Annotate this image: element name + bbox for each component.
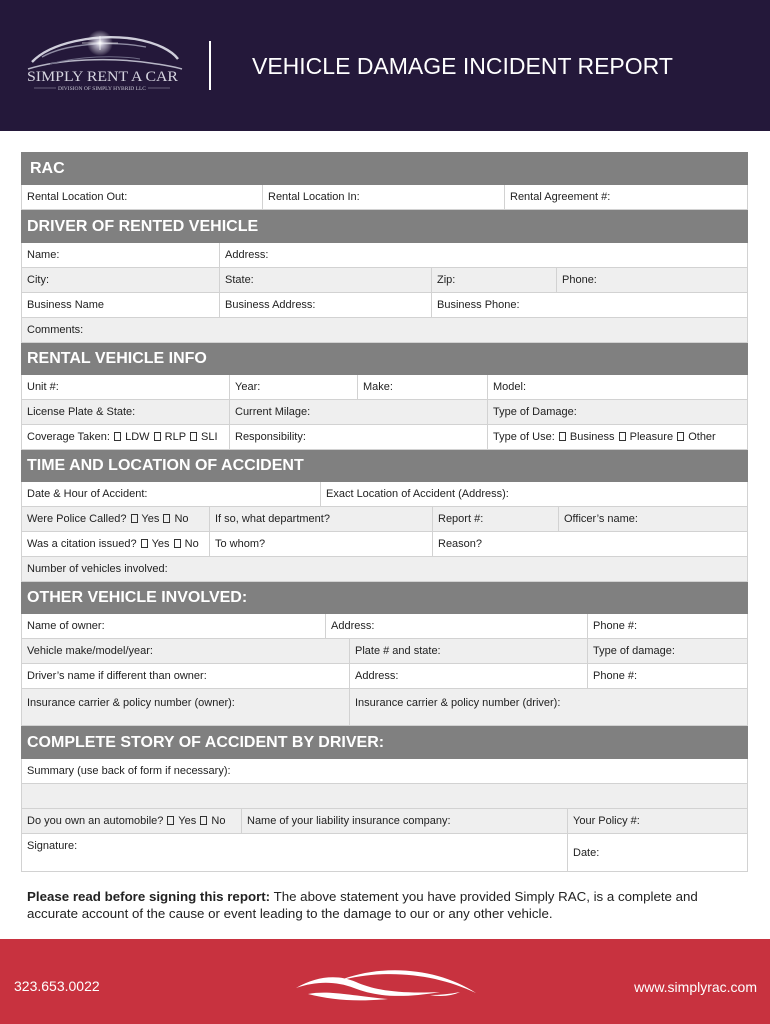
rental-agreement-label: Rental Agreement #: xyxy=(510,191,611,203)
business-address-field[interactable] xyxy=(220,293,432,317)
unit-label: Unit #: xyxy=(27,381,59,393)
policy-number-field[interactable] xyxy=(568,809,748,833)
owner-name-field[interactable] xyxy=(22,614,326,638)
story-row-4 xyxy=(21,834,748,872)
page-title: VEHICLE DAMAGE INCIDENT REPORT xyxy=(252,53,673,79)
make-model-year-field[interactable] xyxy=(22,639,350,663)
accident-row-4 xyxy=(21,557,748,582)
citation-field xyxy=(22,532,210,556)
exact-location-label: Exact Location of Accident (Address): xyxy=(326,488,509,500)
type-of-damage-field[interactable] xyxy=(488,400,748,424)
own-auto-yes-checkbox[interactable] xyxy=(167,816,174,825)
accident-row-1 xyxy=(21,482,748,507)
current-milage-label: Current Milage: xyxy=(235,406,311,418)
other-type-of-damage-label: Type of damage: xyxy=(593,645,675,657)
liability-company-field[interactable] xyxy=(242,809,568,833)
police-no-label: No xyxy=(174,513,189,525)
report-number-label: Report #: xyxy=(438,513,484,525)
year-field[interactable] xyxy=(230,375,358,399)
story-row-3 xyxy=(21,809,748,834)
license-plate-label: License Plate & State: xyxy=(27,406,136,418)
business-checkbox[interactable] xyxy=(559,432,566,441)
driver-row-1 xyxy=(21,243,748,268)
citation-label: Was a citation issued? xyxy=(27,538,137,550)
business-name-label: Business Name xyxy=(27,299,105,311)
own-auto-label: Do you own an automobile? xyxy=(27,815,164,827)
accident-row-3 xyxy=(21,532,748,557)
business-phone-label: Business Phone: xyxy=(437,299,520,311)
vehicle-row-1 xyxy=(21,375,748,400)
other-use-checkbox[interactable] xyxy=(677,432,684,441)
driver-zip-field[interactable] xyxy=(432,268,557,292)
ldw-label: LDW xyxy=(125,431,150,443)
make-model-year-label: Vehicle make/model/year: xyxy=(27,645,153,657)
pleasure-label: Pleasure xyxy=(629,431,674,443)
driver-phone-field[interactable] xyxy=(557,268,748,292)
citation-yes-checkbox[interactable] xyxy=(141,539,148,548)
responsibility-label: Responsibility: xyxy=(235,431,306,443)
driver-row-4 xyxy=(21,318,748,343)
department-label: If so, what department? xyxy=(215,513,330,525)
policy-number-label: Your Policy #: xyxy=(573,815,640,827)
summary-label: Summary (use back of form if necessary): xyxy=(27,765,231,777)
car-swoosh-logo-icon xyxy=(290,962,480,1004)
section-header-vehicle: RENTAL VEHICLE INFO xyxy=(21,343,748,375)
section-header-accident: TIME AND LOCATION OF ACCIDENT xyxy=(21,450,748,482)
num-vehicles-label: Number of vehicles involved: xyxy=(27,563,168,575)
header-bar xyxy=(0,0,770,131)
signature-field[interactable] xyxy=(22,834,568,871)
accident-row-2 xyxy=(21,507,748,532)
owner-phone-label: Phone #: xyxy=(593,620,638,632)
police-no-checkbox[interactable] xyxy=(163,514,170,523)
own-auto-no-label: No xyxy=(211,815,226,827)
driver-city-field[interactable] xyxy=(22,268,220,292)
other-row-1 xyxy=(21,614,748,639)
model-label: Model: xyxy=(493,381,527,393)
footer-website: www.simplyrac.com xyxy=(634,979,757,995)
other-row-4 xyxy=(21,689,748,726)
section-header-other-vehicle: OTHER VEHICLE INVOLVED: xyxy=(21,582,748,614)
section-header-story: COMPLETE STORY OF ACCIDENT BY DRIVER: xyxy=(21,726,748,759)
driver-phone-label: Phone: xyxy=(562,274,597,286)
footer-bar xyxy=(0,939,770,1024)
to-whom-label: To whom? xyxy=(215,538,266,550)
business-name-field[interactable] xyxy=(22,293,220,317)
rental-location-out-label: Rental Location Out: xyxy=(27,191,128,203)
signature-label: Signature: xyxy=(27,840,78,852)
owner-phone-field[interactable] xyxy=(588,614,748,638)
date-label: Date: xyxy=(573,847,600,859)
other-driver-phone-label: Phone #: xyxy=(593,670,638,682)
officer-name-field[interactable] xyxy=(559,507,748,531)
reason-field[interactable] xyxy=(433,532,748,556)
section-header-rac: RAC xyxy=(21,152,748,185)
driver-city-label: City: xyxy=(27,274,49,286)
disclaimer xyxy=(27,888,727,922)
date-hour-label: Date & Hour of Accident: xyxy=(27,488,148,500)
section-header-driver: DRIVER OF RENTED VEHICLE xyxy=(21,210,748,243)
citation-no-label: No xyxy=(184,538,199,550)
rlp-checkbox[interactable] xyxy=(154,432,161,441)
driver-state-field[interactable] xyxy=(220,268,432,292)
header-divider xyxy=(209,41,211,90)
police-yes-checkbox[interactable] xyxy=(131,514,138,523)
rental-location-in-field[interactable] xyxy=(263,185,505,209)
footer-phone: 323.653.0022 xyxy=(14,978,100,994)
driver-name-label: Name: xyxy=(27,249,60,261)
other-driver-address-label: Address: xyxy=(355,670,399,682)
incident-report-form xyxy=(21,152,748,872)
driver-address-field[interactable] xyxy=(220,243,748,267)
other-row-3 xyxy=(21,664,748,689)
rac-row xyxy=(21,185,748,210)
comments-label: Comments: xyxy=(27,324,84,336)
other-row-2 xyxy=(21,639,748,664)
story-row-1 xyxy=(21,759,748,784)
police-called-field xyxy=(22,507,210,531)
rlp-label: RLP xyxy=(164,431,186,443)
business-address-label: Business Address: xyxy=(225,299,316,311)
date-hour-field[interactable] xyxy=(22,482,321,506)
own-auto-no-checkbox[interactable] xyxy=(200,816,207,825)
plate-state-field[interactable] xyxy=(350,639,588,663)
sli-label: SLI xyxy=(201,431,218,443)
logo-tagline: DIVISION OF SIMPLY HYBRID LLC xyxy=(58,86,147,92)
officer-name-label: Officer’s name: xyxy=(564,513,638,525)
driver-zip-label: Zip: xyxy=(437,274,456,286)
citation-yes-label: Yes xyxy=(151,538,170,550)
type-of-damage-label: Type of Damage: xyxy=(493,406,577,418)
comments-field[interactable] xyxy=(22,318,748,342)
owner-name-label: Name of owner: xyxy=(27,620,105,632)
current-milage-field[interactable] xyxy=(230,400,488,424)
owner-address-label: Address: xyxy=(331,620,375,632)
sli-checkbox[interactable] xyxy=(190,432,197,441)
model-field[interactable] xyxy=(488,375,748,399)
own-auto-yes-label: Yes xyxy=(178,815,197,827)
driver-row-3 xyxy=(21,293,748,318)
summary-line-2[interactable] xyxy=(22,784,748,808)
rental-location-in-label: Rental Location In: xyxy=(268,191,360,203)
date-field[interactable] xyxy=(568,834,748,871)
ldw-checkbox[interactable] xyxy=(114,432,121,441)
driver-name-field[interactable] xyxy=(22,243,220,267)
num-vehicles-field[interactable] xyxy=(22,557,748,581)
rental-agreement-field[interactable] xyxy=(505,185,748,209)
type-of-use-field xyxy=(488,425,748,449)
rental-location-out-field[interactable] xyxy=(22,185,263,209)
citation-no-checkbox[interactable] xyxy=(174,539,181,548)
insurance-owner-label: Insurance carrier & policy number (owner): xyxy=(27,697,235,709)
coverage-taken-label: Coverage Taken: xyxy=(27,431,110,443)
insurance-driver-label: Insurance carrier & policy number (driver): xyxy=(355,697,561,709)
summary-field[interactable] xyxy=(22,759,748,783)
business-label: Business xyxy=(569,431,615,443)
pleasure-checkbox[interactable] xyxy=(619,432,626,441)
owner-address-field[interactable] xyxy=(326,614,588,638)
police-called-label: Were Police Called? xyxy=(27,513,127,525)
own-auto-field xyxy=(22,809,242,833)
to-whom-field[interactable] xyxy=(210,532,433,556)
report-number-field[interactable] xyxy=(433,507,559,531)
insurance-owner-field[interactable] xyxy=(22,689,350,725)
plate-state-label: Plate # and state: xyxy=(355,645,441,657)
driver-state-label: State: xyxy=(225,274,254,286)
disclaimer-text: The above statement you have provided Simply RAC, is a complete and accurate account of the cause or event leading to the damage to our or any other vehicle. xyxy=(27,889,698,921)
other-driver-address-field[interactable] xyxy=(350,664,588,688)
other-driver-name-label: Driver’s name if different than owner: xyxy=(27,670,207,682)
other-type-of-damage-field[interactable] xyxy=(588,639,748,663)
reason-label: Reason? xyxy=(438,538,483,550)
other-driver-phone-field[interactable] xyxy=(588,664,748,688)
type-of-use-label: Type of Use: xyxy=(493,431,555,443)
insurance-driver-field[interactable] xyxy=(350,689,748,725)
other-driver-name-field[interactable] xyxy=(22,664,350,688)
police-yes-label: Yes xyxy=(141,513,160,525)
liability-company-label: Name of your liability insurance company: xyxy=(247,815,451,827)
disclaimer-lead: Please read before signing this report: xyxy=(27,889,271,904)
logo-name: SIMPLY RENT A CAR xyxy=(27,69,178,85)
driver-row-2 xyxy=(21,268,748,293)
responsibility-field[interactable] xyxy=(230,425,488,449)
make-label: Make: xyxy=(363,381,393,393)
business-phone-field[interactable] xyxy=(432,293,748,317)
unit-field[interactable] xyxy=(22,375,230,399)
driver-address-label: Address: xyxy=(225,249,269,261)
license-plate-field[interactable] xyxy=(22,400,230,424)
story-row-2 xyxy=(21,784,748,809)
other-use-label: Other xyxy=(688,431,716,443)
simply-rent-a-car-logo xyxy=(20,12,190,97)
exact-location-field[interactable] xyxy=(321,482,748,506)
vehicle-row-3 xyxy=(21,425,748,450)
make-field[interactable] xyxy=(358,375,488,399)
year-label: Year: xyxy=(235,381,261,393)
coverage-taken-field xyxy=(22,425,230,449)
vehicle-row-2 xyxy=(21,400,748,425)
department-field[interactable] xyxy=(210,507,433,531)
